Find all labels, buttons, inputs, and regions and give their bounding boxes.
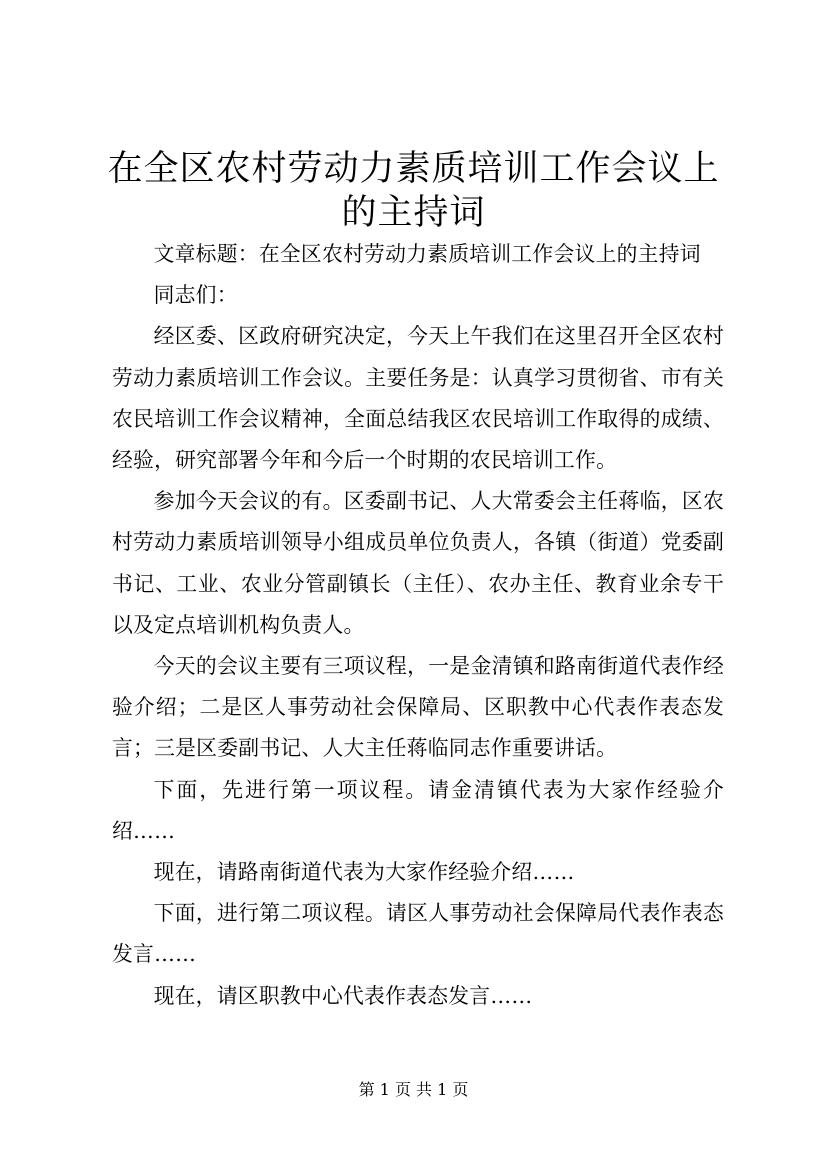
paragraph-agenda: 今天的会议主要有三项议程，一是金清镇和路南街道代表作经验介绍；二是区人事劳动社会保障局、区职教中心代表作表态发言；三是区委副书记、人大主任蒋临同志作重要讲话。: [112, 654, 724, 761]
page-number-footer: 第 1 页 共 1 页: [358, 1080, 469, 1099]
paragraph-vocational-center: 现在，请区职教中心代表作表态发言……: [153, 983, 533, 1008]
paragraph-salutation: 同志们：: [153, 283, 238, 308]
document-title: 在全区农村劳动力素质培训工作会议上的主持词: [107, 149, 720, 233]
paragraph-second-item: 下面，进行第二项议程。请区人事劳动社会保障局代表作表态发言……: [112, 901, 724, 967]
paragraph-attendees: 参加今天会议的有。区委副书记、人大常委会主任蒋临，区农村劳动力素质培训领导小组成员单位负责人，各镇（街道）党委副书记、工业、农业分管副镇长（主任）、农办主任、教育业余专干以及定点培训机构负责人。: [112, 489, 724, 637]
paragraph-meeting-purpose: 经区委、区政府研究决定，今天上午我们在这里召开全区农村劳动力素质培训工作会议。主要任务是：认真学习贯彻省、市有关农民培训工作会议精神，全面总结我区农民培训工作取得的成绩、经验，研究部署今年和今后一个时期的农民培训工作。: [112, 324, 724, 473]
paragraph-lunan-intro: 现在，请路南街道代表为大家作经验介绍……: [153, 860, 575, 885]
document-body: [112, 234, 724, 1017]
paragraph-first-item: 下面，先进行第一项议程。请金清镇代表为大家作经验介绍……: [112, 777, 724, 843]
paragraph-article-title: 文章标题：在全区农村劳动力素质培训工作会议上的主持词: [153, 242, 701, 266]
